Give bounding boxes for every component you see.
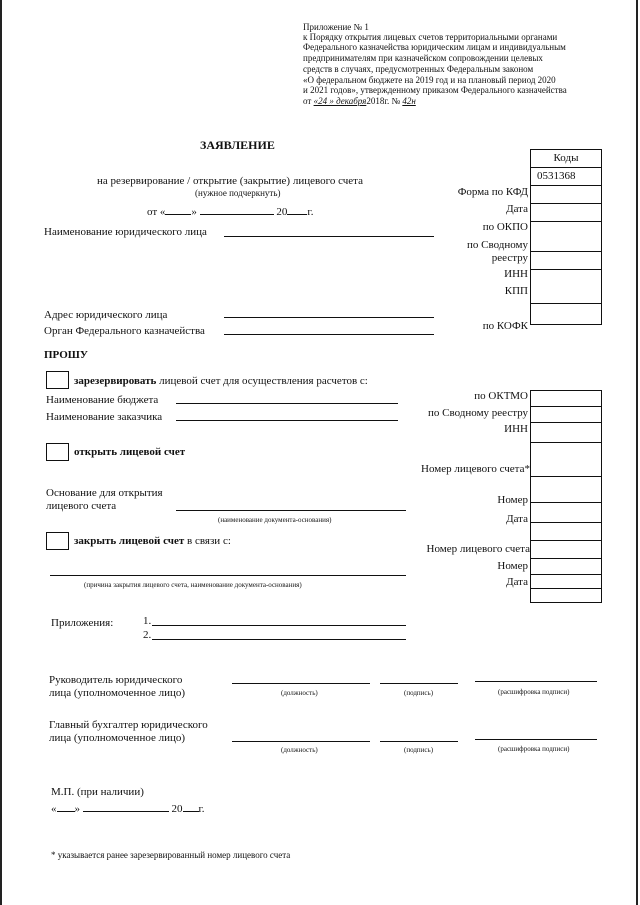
- proshu-heading: ПРОШУ: [44, 349, 88, 361]
- kofk-code-cell[interactable]: [531, 304, 601, 325]
- codes-table: [530, 149, 602, 325]
- close-account-label: Номер лицевого счета: [426, 543, 530, 555]
- head-position-field[interactable]: [232, 683, 370, 684]
- reserve-svod-label: по Сводному реестру: [428, 407, 528, 419]
- org-name-field[interactable]: [224, 236, 434, 237]
- customer-label: Наименование заказчика: [46, 411, 163, 423]
- accountant-label-2: лица (уполномоченное лицо): [49, 732, 186, 744]
- head-decoding-field[interactable]: [475, 681, 597, 682]
- date-label: Дата: [506, 203, 528, 215]
- accountant-signature-note: (подпись): [404, 746, 434, 754]
- basis-label-2: лицевого счета: [46, 500, 117, 512]
- open-number-label: Номер: [497, 494, 528, 506]
- attachment-field-2[interactable]: [152, 639, 406, 640]
- open-date-label: Дата: [506, 513, 528, 525]
- attachment-num-1: 1.: [143, 615, 152, 627]
- date-g: г.: [307, 206, 314, 218]
- reserve-account-cell[interactable]: [531, 443, 601, 477]
- appendix-year-number: 2018г. №: [366, 96, 401, 106]
- reserve-bold: зарезервировать: [74, 375, 157, 387]
- address-field[interactable]: [224, 317, 434, 318]
- kfd-code: 0531368: [531, 168, 601, 186]
- appendix-line-5: средств в случаях, предусмотренных Федеральным законом: [303, 64, 534, 74]
- appendix-line-1: Приложение № 1: [303, 22, 369, 32]
- reserve-rest: лицевой счет для осуществления расчетов с:: [159, 375, 368, 387]
- close-reason-note: (причина закрытия лицевого счета, наименование документа-основания): [84, 581, 302, 589]
- footnote: * указывается ранее зарезервированный номер лицевого счета: [51, 850, 291, 860]
- head-label-2: лица (уполномоченное лицо): [49, 687, 186, 699]
- handwritten-number: 42н: [402, 96, 416, 106]
- date-year: 20: [276, 206, 288, 218]
- reserve-svod-cell[interactable]: [531, 407, 601, 423]
- address-label: Адрес юридического лица: [44, 309, 168, 321]
- handwritten-date: «24 » декабря: [313, 96, 367, 106]
- reserve-inn-cell[interactable]: [531, 423, 601, 443]
- accountant-decoding-note: (расшифровка подписи): [498, 745, 570, 753]
- org-name-label: Наименование юридического лица: [44, 226, 207, 238]
- close-rest: в связи с:: [187, 535, 231, 547]
- basis-note: (наименование документа-основания): [218, 516, 332, 524]
- head-label-1: Руководитель юридического: [49, 674, 183, 686]
- accountant-position-field[interactable]: [232, 741, 370, 742]
- open-account-cell[interactable]: [531, 477, 601, 503]
- appendix-line-6: «О федеральном бюджете на 2019 год и на плановый период 2020: [303, 75, 556, 85]
- close-date-label: Дата: [506, 576, 528, 588]
- accountant-decoding-field[interactable]: [475, 739, 597, 740]
- budget-label: Наименование бюджета: [46, 394, 159, 406]
- appendix-line-4: предпринимателям при казначейском сопровождении целевых: [303, 53, 543, 63]
- head-position-note: (должность): [281, 689, 318, 697]
- kfd-label: Форма по КФД: [457, 186, 528, 198]
- stamp-label: М.П. (при наличии): [51, 786, 144, 798]
- inn-label: ИНН: [504, 268, 528, 280]
- stamp-g: г.: [198, 803, 205, 815]
- accountant-label-1: Главный бухгалтер юридического: [49, 719, 208, 731]
- fk-organ-field[interactable]: [224, 334, 434, 335]
- budget-field[interactable]: [176, 403, 398, 404]
- right-scan-edge: [636, 0, 638, 905]
- reserve-checkbox[interactable]: [46, 371, 69, 389]
- date-from: от «: [147, 206, 166, 218]
- open-account-label: Номер лицевого счета*: [421, 463, 530, 475]
- attachment-num-2: 2.: [143, 629, 152, 641]
- svod-label-2: реестру: [491, 252, 528, 264]
- fk-organ-label: Орган Федерального казначейства: [44, 325, 205, 337]
- close-date-cell[interactable]: [531, 589, 601, 603]
- subtitle-note: (нужное подчеркнуть): [195, 188, 281, 198]
- close-account-cell[interactable]: [531, 559, 601, 575]
- reserve-codes-grid: [530, 390, 602, 603]
- stamp-open-quote: «: [51, 803, 57, 815]
- okpo-code-cell[interactable]: [531, 204, 601, 222]
- appendix-line-8: [303, 96, 416, 106]
- codes-header: Коды: [531, 150, 601, 168]
- document-subtitle: на резервирование / открытие (закрытие) лицевого счета: [97, 175, 363, 187]
- kpp-code-cell[interactable]: [531, 270, 601, 304]
- basis-label-1: Основание для открытия: [46, 487, 163, 499]
- basis-field[interactable]: [176, 510, 406, 511]
- stamp-date: [51, 803, 205, 815]
- close-number-cell[interactable]: [531, 575, 601, 589]
- accountant-position-note: (должность): [281, 746, 318, 754]
- stamp-year: 20: [171, 803, 183, 815]
- appendix-line-7: и 2021 годов», утвержденному приказом Федерального казначейства: [303, 85, 567, 95]
- kpp-label: КПП: [504, 285, 528, 297]
- attachment-field-1[interactable]: [152, 625, 406, 626]
- inn-code-cell[interactable]: [531, 252, 601, 270]
- reserve-text: [74, 375, 368, 387]
- date-code-cell[interactable]: [531, 186, 601, 204]
- svod-label-1: по Сводному: [466, 239, 528, 251]
- head-signature-field[interactable]: [380, 683, 458, 684]
- head-signature-note: (подпись): [404, 689, 434, 697]
- open-number-cell[interactable]: [531, 503, 601, 523]
- reserve-inn-label: ИНН: [504, 423, 528, 435]
- oktmo-cell[interactable]: [531, 391, 601, 407]
- appendix-from: от: [303, 96, 312, 106]
- date-close: »: [191, 206, 197, 218]
- svod-code-cell[interactable]: [531, 222, 601, 252]
- oktmo-label: по ОКТМО: [474, 390, 528, 402]
- okpo-label: по ОКПО: [482, 221, 528, 233]
- open-bold: открыть лицевой счет: [74, 446, 186, 458]
- appendix-line-2: к Порядку открытия лицевых счетов территориальными органами: [303, 32, 558, 42]
- close-bold: закрыть лицевой счет: [74, 535, 185, 547]
- gap-cell: [531, 541, 601, 559]
- appendix-line-3: Федерального казначейства юридическим лицам и индивидуальным: [303, 42, 566, 52]
- left-scan-edge: [0, 0, 2, 905]
- head-decoding-note: (расшифровка подписи): [498, 688, 570, 696]
- accountant-signature-field[interactable]: [380, 741, 458, 742]
- attachments-label: Приложения:: [51, 617, 114, 629]
- open-checkbox[interactable]: [46, 443, 69, 461]
- document-title: ЗАЯВЛЕНИЕ: [200, 138, 275, 152]
- stamp-close-quote: »: [74, 803, 80, 815]
- close-text: [74, 535, 231, 547]
- customer-field[interactable]: [176, 420, 398, 421]
- close-reason-field[interactable]: [50, 575, 406, 576]
- kofk-label: по КОФК: [482, 320, 528, 332]
- open-date-cell[interactable]: [531, 523, 601, 541]
- close-checkbox[interactable]: [46, 532, 69, 550]
- close-number-label: Номер: [497, 560, 528, 572]
- date-line: [147, 206, 313, 218]
